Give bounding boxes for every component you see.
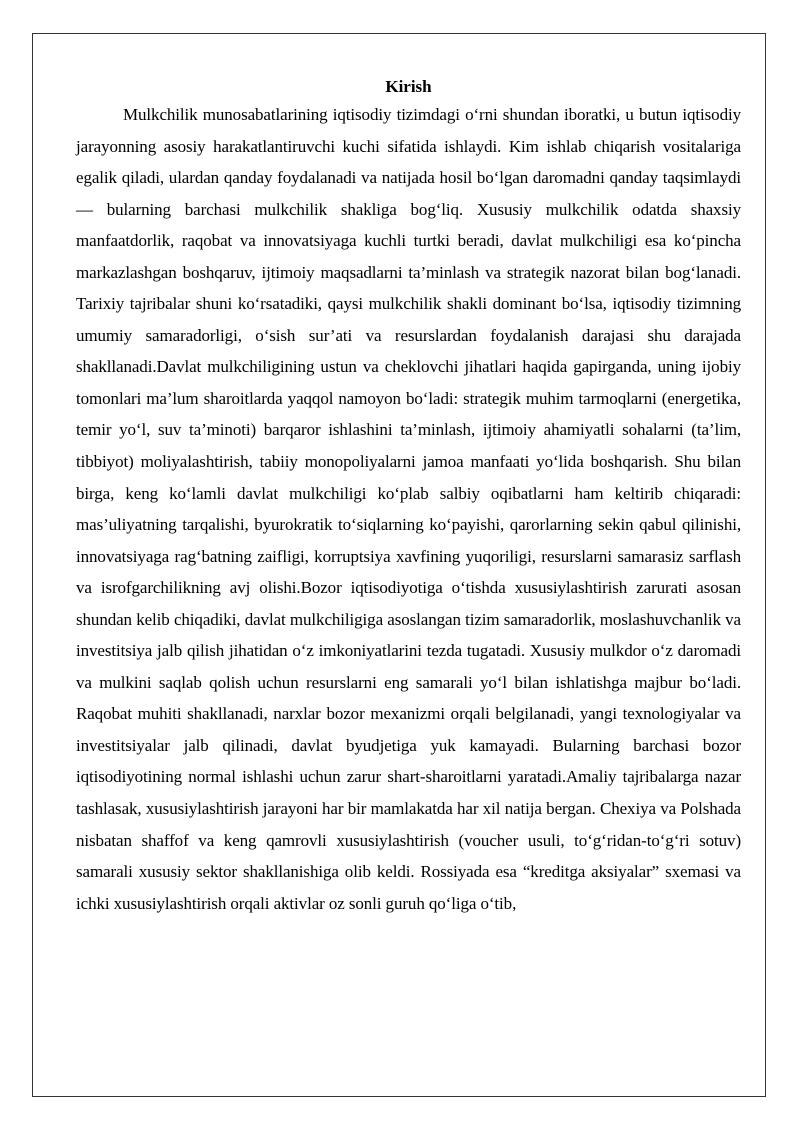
section-title: Kirish xyxy=(385,77,432,96)
body-paragraph: Mulkchilik munosabatlarining iqtisodiy tizimdagi o‘rni shundan iboratki, u butun iqtisodiy jarayonning asosiy harakatlantiruvchi kuchi sifatida ishlaydi. Kim ishlab chiqarish vositalariga egalik qiladi, ulardan qanday foydalanadi va natijada hosil bo‘lgan daromadni qanday taqsimlaydi — bularning barchasi mulkchilik shakliga bog‘liq. Xususiy mulkchilik odatda shaxsiy manfaatdorlik, raqobat va innovatsiyaga kuchli turtki beradi, davlat mulkchiligi esa ko‘pincha markazlashgan boshqaruv, ijtimoiy maqsadlarni ta’minlash va strategik nazorat bilan bog‘lanadi. Tarixiy tajribalar shuni ko‘rsatadiki, qaysi mulkchilik shakli dominant bo‘lsa, iqtisodiy tizimning umumiy samaradorligi, o‘sish sur’ati va resurslardan foydalanish darajasi shu darajada shakllanadi.Davlat mulkchiligining ustun va cheklovchi jihatlari haqida gapirganda, uning ijobiy tomonlari ma’lum sharoitlarda yaqqol namoyon bo‘ladi: strategik muhim tarmoqlarni (energetika, temir yo‘l, suv ta’minoti) barqaror ishlashini ta’minlash, ijtimoiy ahamiyatli sohalarni (ta’lim, tibbiyot) moliyalashtirish, tabiiy monopoliyalarni jamoa manfaati yo‘lida boshqarish. Shu bilan birga, keng ko‘lamli davlat mulkchiligi ko‘plab salbiy oqibatlarni ham keltirib chiqaradi: mas’uliyatning tarqalishi, byurokratik to‘siqlarning ko‘payishi, qarorlarning sekin qabul qilinishi, innovatsiyaga rag‘batning zaifligi, korruptsiya xavfining yuqoriligi, resurslarni samarasiz sarflash va isrofgarchilikning avj olishi.Bozor iqtisodiyotiga o‘tishda xususiylashtirish zarurati asosan shundan kelib chiqadiki, davlat mulkchiligiga asoslangan tizim samaradorlik, moslashuvchanlik va investitsiya jalb qilish jihatidan o‘z imkoniyatlarini tezda tugatadi. Xususiy mulkdor o‘z daromadi va mulkini saqlab qolish uchun resurslarni eng samarali yo‘l bilan ishlatishga majbur bo‘ladi. Raqobat muhiti shakllanadi, narxlar bozor mexanizmi orqali belgilanadi, yangi texnologiyalar va investitsiyalar jalb qilinadi, davlat byudjetiga yuk kamayadi. Bularning barchasi bozor iqtisodiyotining normal ishlashi uchun zarur shart-sharoitlarni yaratadi.Amaliy tajribalarga nazar tashlasak, xususiylashtirish jarayoni har bir mamlakatda har xil natija bergan. Chexiya va Polshada nisbatan shaffof va keng qamrovli xususiylashtirish (voucher usuli, to‘g‘ridan-to‘g‘ri sotuv) samarali xususiy sektor shakllanishiga olib keldi. Rossiyada esa “kreditga aksiyalar” sxemasi va ichki xususiylashtirish orqali aktivlar oz sonli guruh qo‘liga o‘tib, xyxy=(76,105,741,913)
document-content xyxy=(76,76,741,919)
